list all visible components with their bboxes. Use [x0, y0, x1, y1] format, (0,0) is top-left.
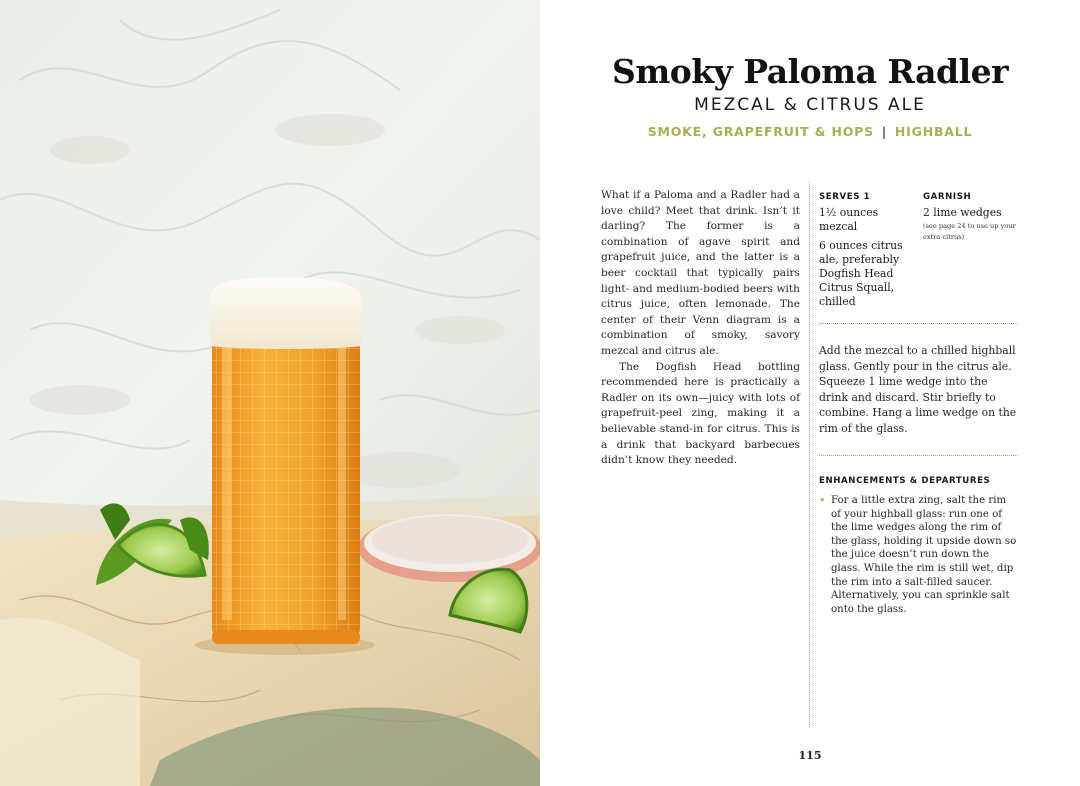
intro-paragraph: What if a Paloma and a Radler had a love child? Meet that drink. Isn’t it darling? The former is a combination of agave spirit and grapefruit juice, and the latter is a beer cocktail that typically pairs light- and medium-bodied beers with citrus juice, often lemonade. The center of their Venn diagram is a combination of smoky, savory mezcal and citrus ale.	[601, 189, 800, 357]
garnish-label: GARNISH	[923, 192, 972, 202]
enhancements-list	[819, 494, 1019, 616]
tagline-separator: |	[881, 124, 887, 139]
method-text: Add the mezcal to a chilled highball glass. Gently pour in the citrus ale. Squeeze 1 lime wedge into the drink and discard. Stir briefly to combine. Hang a lime wedge on the rim of the glass.	[819, 344, 1017, 435]
recipe-subtitle: MEZCAL & CITRUS ALE	[694, 95, 926, 115]
glass-type: HIGHBALL	[894, 124, 973, 139]
recipe-tagline	[540, 124, 1080, 139]
recipe-title: Smoky Paloma Radler	[612, 52, 1008, 91]
section-divider	[819, 455, 1018, 456]
ingredient-item: 6 ounces citrus ale, preferably Dogfish Head Citrus Squall, chilled	[819, 239, 903, 308]
ingredient-item: 1½ ounces mezcal	[819, 206, 879, 233]
garnish-value: 2 lime wedges	[923, 206, 1002, 219]
enhancement-text: For a little extra zing, salt the rim of your highball glass: run one of the lime wedges along the rim of the glass, holding it upside down so the juice doesn’t run down the glass. While the rim is still wet, dip the rim into a salt-filled saucer. Alternatively, you can sprinkle salt onto the glass.	[831, 495, 1017, 615]
intro-paragraph: The Dogfish Head bottling recommended here is practically a Radler on its own—juicy with lots of grapefruit-peel zing, making it a believable stand-in for citrus. This is a drink that backyard barbecues didn’t know they needed.	[601, 360, 800, 467]
enhancement-item	[819, 494, 1019, 616]
ingredient-list	[819, 206, 911, 314]
flavor-profile: SMOKE, GRAPEFRUIT & HOPS	[647, 124, 874, 139]
garnish-note: (see page 24 to use up your extra citrus)	[923, 222, 1016, 241]
bullet-icon: •	[819, 494, 826, 507]
recipe-page	[540, 0, 1080, 786]
page-number: 115	[798, 749, 822, 762]
column-divider	[809, 182, 810, 727]
intro-text	[601, 188, 800, 469]
enhancements-label: ENHANCEMENTS & DEPARTURES	[819, 476, 991, 486]
section-divider	[819, 323, 1018, 324]
serves-label: SERVES 1	[819, 192, 871, 202]
